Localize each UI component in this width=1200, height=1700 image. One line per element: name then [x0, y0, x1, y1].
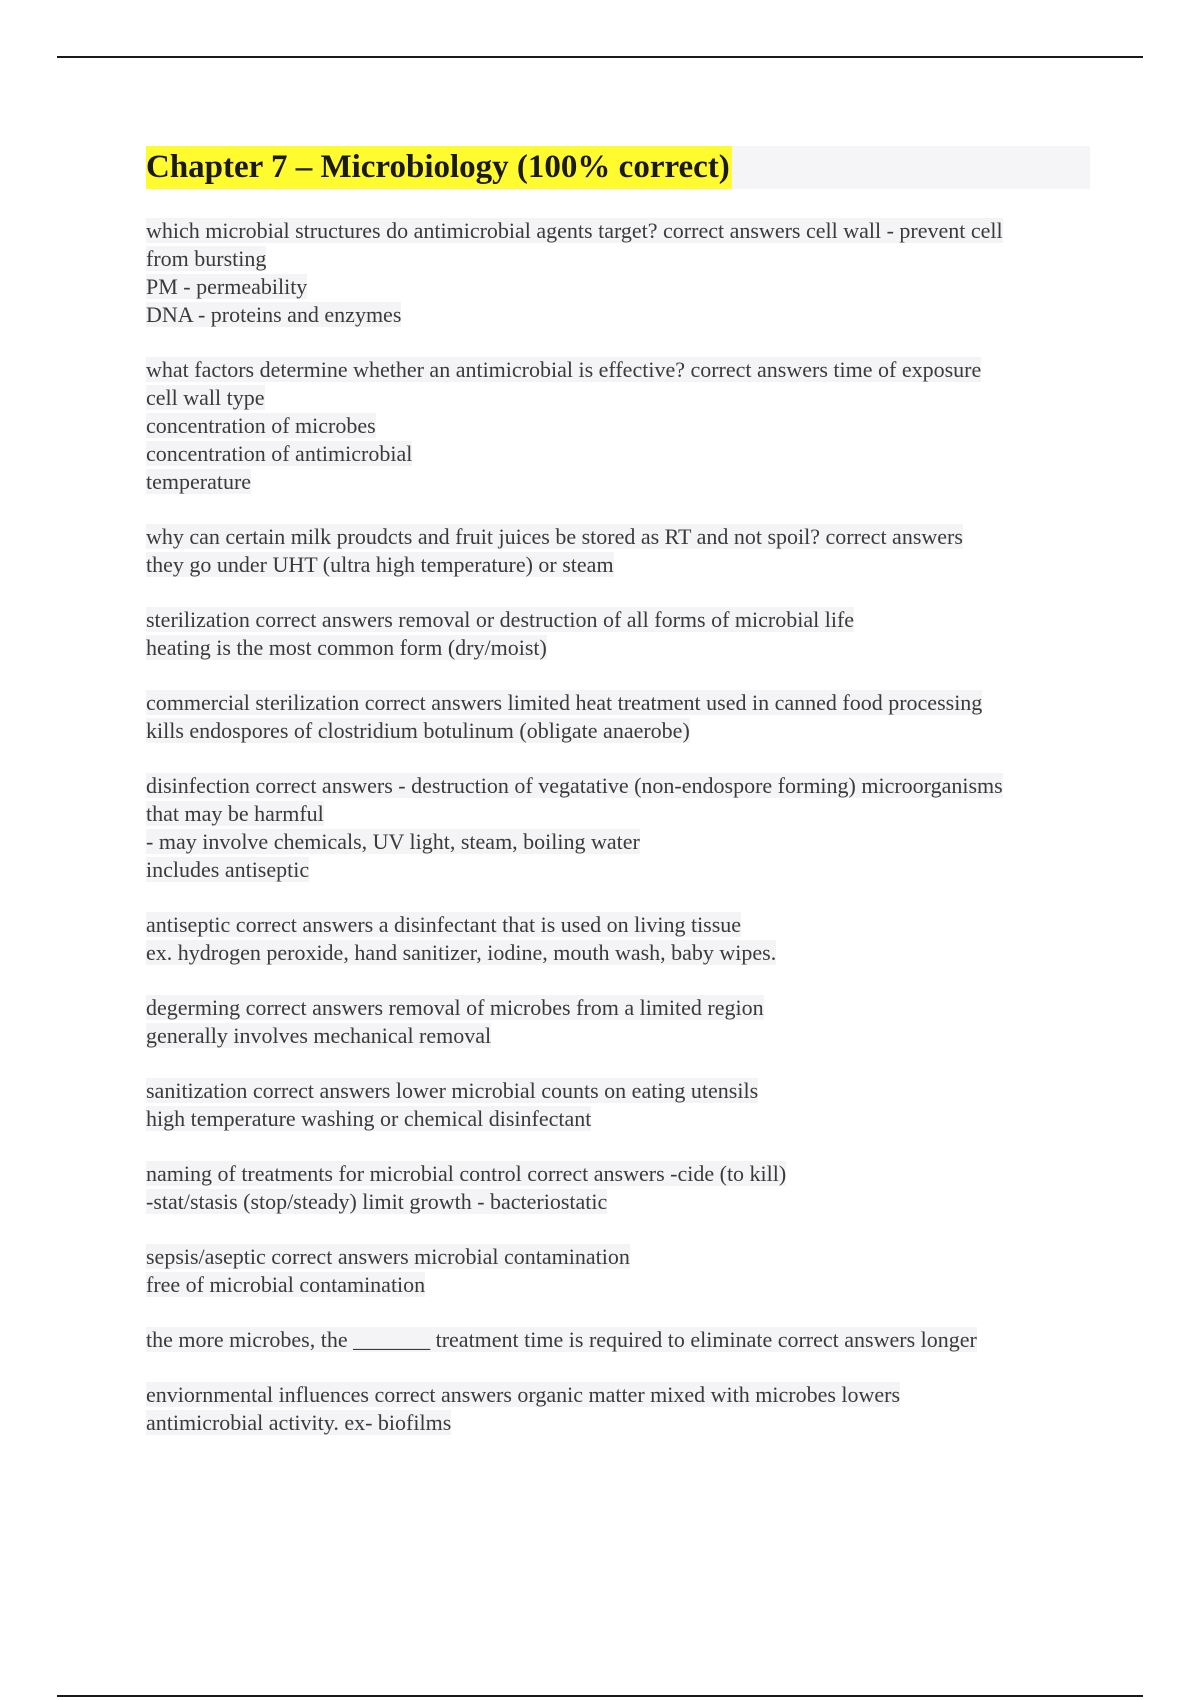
qa-line-text: -stat/stasis (stop/steady) limit growth - bacteriostatic — [146, 1189, 608, 1214]
qa-line-text: from bursting — [146, 246, 267, 271]
qa-line-text: includes antiseptic — [146, 857, 310, 882]
qa-line-text: sepsis/aseptic correct answers microbial contamination — [146, 1244, 630, 1269]
qa-line — [146, 911, 1090, 939]
qa-entry — [146, 356, 1090, 496]
qa-line-text: - may involve chemicals, UV light, steam, boiling water — [146, 829, 640, 854]
qa-line — [146, 523, 1090, 551]
qa-line — [146, 1271, 1090, 1299]
qa-line — [146, 1105, 1090, 1133]
qa-line-text: concentration of antimicrobial — [146, 441, 413, 466]
qa-line-text: antimicrobial activity. ex- biofilms — [146, 1410, 452, 1435]
qa-line — [146, 217, 1090, 245]
qa-line — [146, 1188, 1090, 1216]
qa-line-text: enviornmental influences correct answers organic matter mixed with microbes lowers — [146, 1382, 901, 1407]
qa-line-text: that may be harmful — [146, 801, 324, 826]
qa-line — [146, 1077, 1090, 1105]
qa-line-text: kills endospores of clostridium botulinum (obligate anaerobe) — [146, 718, 690, 743]
qa-line — [146, 551, 1090, 579]
page-bottom-rule — [57, 1695, 1143, 1697]
qa-entry — [146, 217, 1090, 329]
qa-line — [146, 689, 1090, 717]
qa-entry — [146, 1243, 1090, 1299]
qa-line — [146, 856, 1090, 884]
qa-line-text: degerming correct answers removal of microbes from a limited region — [146, 995, 764, 1020]
qa-entry — [146, 1326, 1090, 1354]
qa-line — [146, 412, 1090, 440]
qa-line-text: sterilization correct answers removal or destruction of all forms of microbial life — [146, 607, 855, 632]
qa-line — [146, 468, 1090, 496]
qa-line — [146, 1022, 1090, 1050]
qa-line — [146, 1326, 1090, 1354]
qa-list — [146, 217, 1090, 1437]
qa-line-text: DNA - proteins and enzymes — [146, 302, 402, 327]
qa-line — [146, 634, 1090, 662]
qa-line-text: high temperature washing or chemical disinfectant — [146, 1106, 592, 1131]
qa-line-text: disinfection correct answers - destruction of vegatative (non-endospore forming) microorganisms — [146, 773, 1003, 798]
page-title: Chapter 7 – Microbiology (100% correct) — [146, 146, 732, 189]
qa-line-text: sanitization correct answers lower microbial counts on eating utensils — [146, 1078, 759, 1103]
qa-line — [146, 717, 1090, 745]
qa-line — [146, 1409, 1090, 1437]
qa-line — [146, 606, 1090, 634]
qa-line-text: free of microbial contamination — [146, 1272, 426, 1297]
qa-line — [146, 1160, 1090, 1188]
qa-line — [146, 301, 1090, 329]
page-top-rule — [57, 56, 1143, 58]
qa-entry — [146, 523, 1090, 579]
qa-line — [146, 800, 1090, 828]
qa-line-text: the more microbes, the _______ treatment time is required to eliminate correct answers longer — [146, 1327, 977, 1352]
qa-line-text: concentration of microbes — [146, 413, 376, 438]
qa-line — [146, 440, 1090, 468]
qa-entry — [146, 689, 1090, 745]
qa-line — [146, 939, 1090, 967]
qa-line-text: why can certain milk proudcts and fruit juices be stored as RT and not spoil? correct answers — [146, 524, 963, 549]
qa-line-text: heating is the most common form (dry/moist) — [146, 635, 547, 660]
qa-line — [146, 1243, 1090, 1271]
qa-entry — [146, 994, 1090, 1050]
qa-line-text: they go under UHT (ultra high temperature) or steam — [146, 552, 614, 577]
qa-line-text: temperature — [146, 469, 252, 494]
qa-line-text: commercial sterilization correct answers limited heat treatment used in canned food processing — [146, 690, 983, 715]
document-body — [146, 146, 1090, 1464]
qa-entry — [146, 1381, 1090, 1437]
qa-line-text: ex. hydrogen peroxide, hand sanitizer, iodine, mouth wash, baby wipes. — [146, 940, 777, 965]
qa-line — [146, 1381, 1090, 1409]
qa-line — [146, 245, 1090, 273]
qa-entry — [146, 606, 1090, 662]
qa-line-text: what factors determine whether an antimicrobial is effective? correct answers time of exposure — [146, 357, 982, 382]
qa-entry — [146, 772, 1090, 884]
qa-line-text: cell wall type — [146, 385, 265, 410]
qa-line-text: generally involves mechanical removal — [146, 1023, 492, 1048]
qa-entry — [146, 911, 1090, 967]
qa-line-text: PM - permeability — [146, 274, 308, 299]
qa-entry — [146, 1077, 1090, 1133]
qa-line-text: which microbial structures do antimicrobial agents target? correct answers cell wall - prevent cell — [146, 218, 1003, 243]
qa-line — [146, 994, 1090, 1022]
qa-line — [146, 273, 1090, 301]
qa-line — [146, 384, 1090, 412]
qa-line — [146, 772, 1090, 800]
title-band — [146, 146, 1090, 189]
qa-line-text: antiseptic correct answers a disinfectant that is used on living tissue — [146, 912, 742, 937]
qa-line — [146, 828, 1090, 856]
qa-entry — [146, 1160, 1090, 1216]
qa-line-text: naming of treatments for microbial control correct answers -cide (to kill) — [146, 1161, 787, 1186]
qa-line — [146, 356, 1090, 384]
